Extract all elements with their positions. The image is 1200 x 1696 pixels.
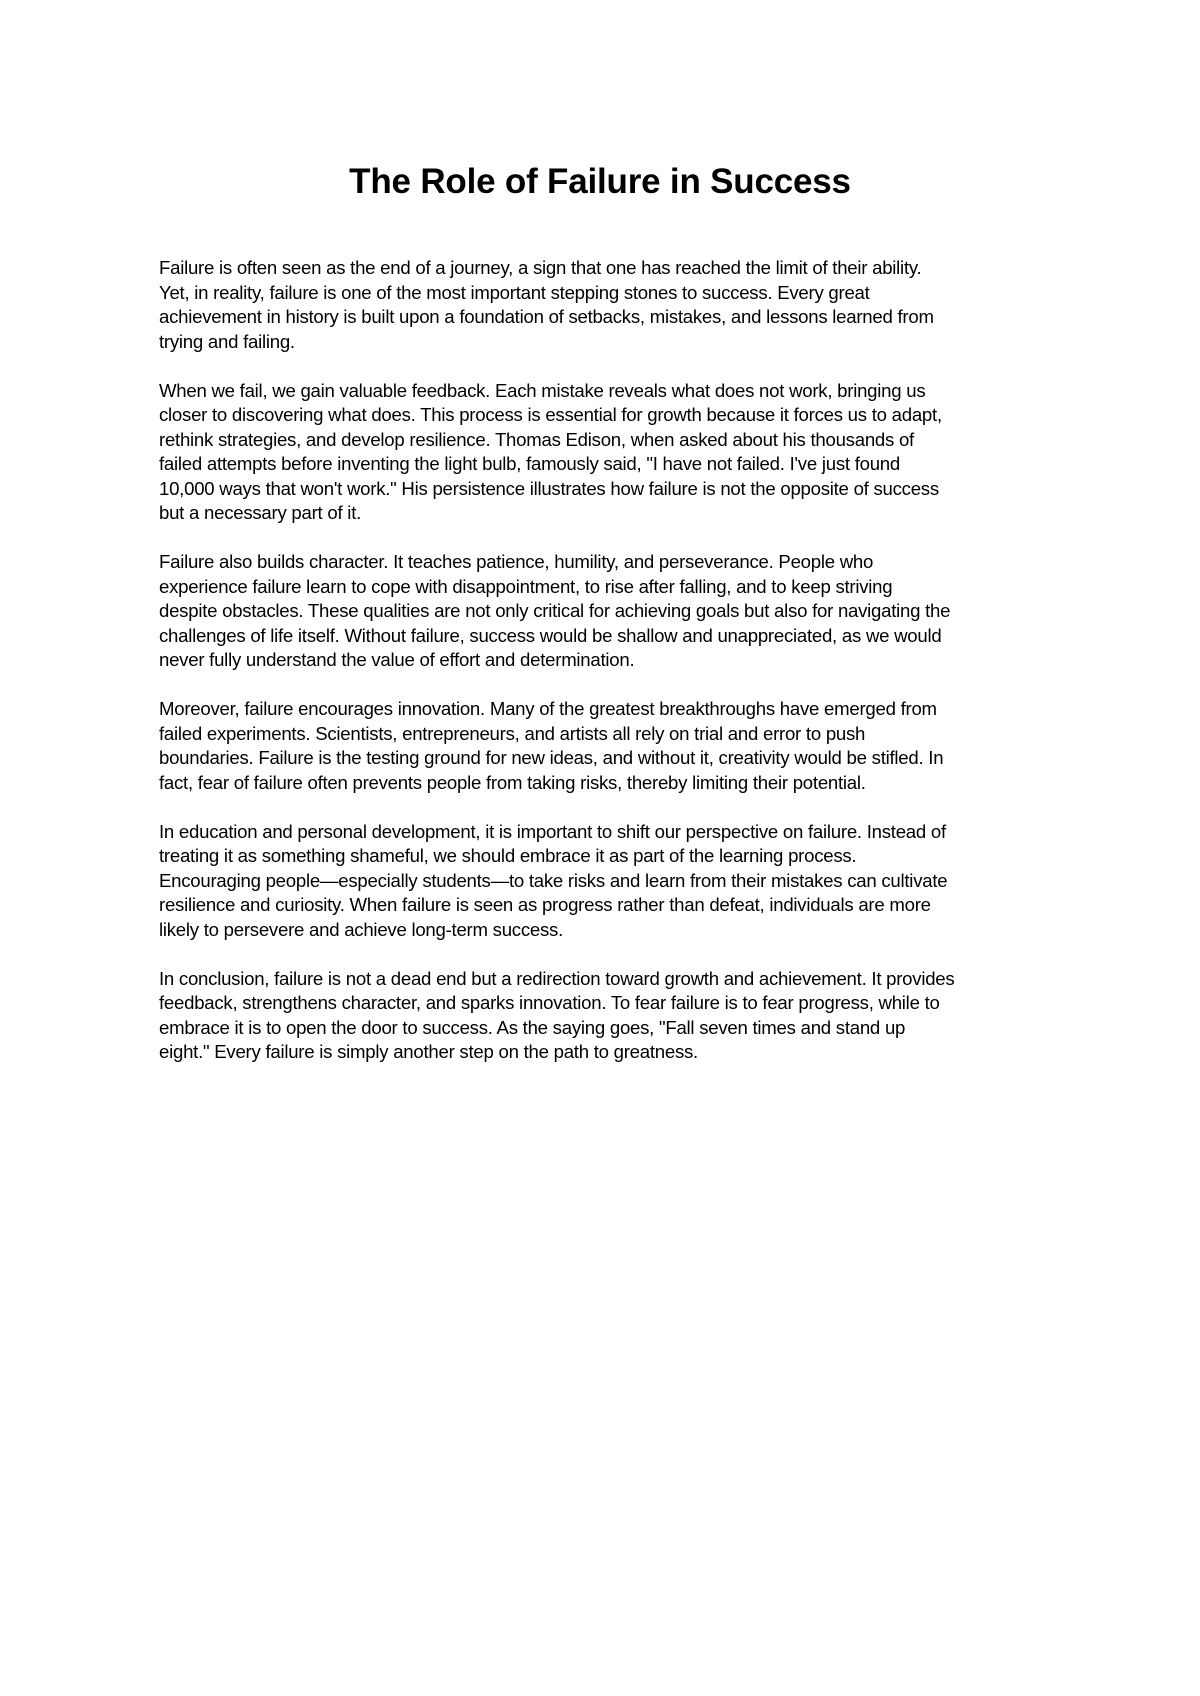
paragraph-4: Moreover, failure encourages innovation. Many of the greatest breakthroughs have emerged from failed experiments. Scientists, entrepreneurs, and artists all rely on trial and error to push boundaries. Failure is the testing ground for new ideas, and without it, creativity would be stifled. In fact, fear of failure often prevents people from taking risks, thereby limiting their potential. <box>159 698 944 793</box>
paragraph-3: Failure also builds character. It teaches patience, humility, and perseverance. People who experience failure learn to cope with disappointment, to rise after falling, and to keep striving despite obstacles. These qualities are not only critical for achieving goals but also for navigating the challenges of life itself. Without failure, success would be shallow and unappreciated, as we would never fully understand the value of effort and determination. <box>159 551 951 670</box>
document-body <box>159 256 1059 1089</box>
paragraph-6: In conclusion, failure is not a dead end but a redirection toward growth and achievement. It provides feedback, strengthens character, and sparks innovation. To fear failure is to fear progress, while to embrace it is to open the door to success. As the saying goes, "Fall seven times and stand up eight." Every failure is simply another step on the path to greatness. <box>159 967 955 1062</box>
paragraph-1: Failure is often seen as the end of a journey, a sign that one has reached the limit of their ability. Yet, in reality, failure is one of the most important stepping stones to success. Every great achievement in history is built upon a foundation of setbacks, mistakes, and lessons learned from trying and failing. <box>159 257 934 352</box>
paragraph-2: When we fail, we gain valuable feedback. Each mistake reveals what does not work, bringing us closer to discovering what does. This process is essential for growth because it forces us to adapt, rethink strategies, and develop resilience. Thomas Edison, when asked about his thousands of failed attempts before inventing the light bulb, famously said, "I have not failed. I've just found 10,000 ways that won't work." His persistence illustrates how failure is not the opposite of success but a necessary part of it. <box>159 379 942 523</box>
document-title: The Role of Failure in Success <box>349 162 851 201</box>
paragraph-5: In education and personal development, it is important to shift our perspective on failure. Instead of treating it as something shameful, we should embrace it as part of the learning process. Encouraging people—especially students—to take risks and learn from their mistakes can cultivate resilience and curiosity. When failure is seen as progress rather than defeat, individuals are more likely to persevere and achieve long-term success. <box>159 820 948 940</box>
